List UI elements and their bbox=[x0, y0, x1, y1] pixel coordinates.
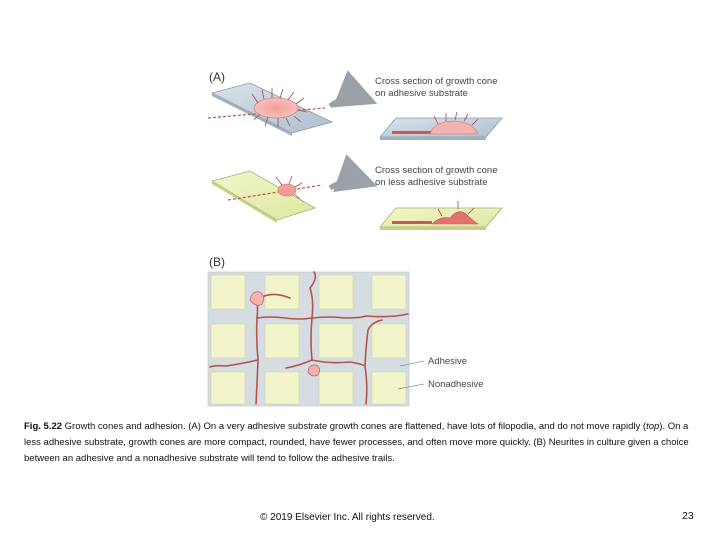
legend-adhesive-label: Adhesive bbox=[428, 356, 468, 367]
caption-top-word: top bbox=[646, 421, 660, 432]
cross-section-less-line1: Cross section of growth cone bbox=[375, 165, 498, 176]
nonadhesive-square bbox=[211, 324, 245, 358]
cross-section-less-adhesive bbox=[380, 201, 502, 230]
caption-text-part2: ). On a less adhesive substrate, growth cones are more compact, rounded, have fewer processes, and often move more quickly. (B) Neurites in culture given a choice between an adhesive and a nonadhesive substrate will tend to follow the adhesive trails. bbox=[24, 421, 689, 464]
nonadhesive-square bbox=[372, 372, 406, 404]
nonadhesive-square bbox=[372, 324, 406, 358]
cell-body bbox=[308, 365, 320, 376]
caption-text-part1: Growth cones and adhesion. (A) On a very adhesive substrate growth cones are flattened, have lots of filopodia, and do not move rapidly ( bbox=[62, 421, 647, 432]
page-number: 23 bbox=[682, 510, 694, 522]
cross-section-adhesive-line2: on adhesive substrate bbox=[375, 88, 468, 99]
copyright-footer: © 2019 Elsevier Inc. All rights reserved. bbox=[260, 512, 435, 523]
nonadhesive-square bbox=[211, 275, 245, 309]
cross-section-less-line2: on less adhesive substrate bbox=[375, 177, 488, 188]
panel-a-label: (A) bbox=[209, 70, 225, 84]
arrow-icon bbox=[330, 180, 368, 188]
nonadhesive-square bbox=[265, 324, 299, 358]
nonadhesive-square bbox=[372, 275, 406, 309]
caption-fig-number: Fig. 5.22 bbox=[24, 421, 63, 432]
nonadhesive-square bbox=[319, 372, 353, 404]
panel-b-label: (B) bbox=[209, 255, 225, 269]
arrow-icon bbox=[330, 97, 368, 106]
figure-caption bbox=[24, 419, 696, 467]
nonadhesive-square bbox=[319, 275, 353, 309]
substrate-grid bbox=[208, 272, 409, 406]
nonadhesive-square bbox=[265, 275, 299, 309]
legend-nonadhesive-label: Nonadhesive bbox=[428, 379, 484, 390]
less-adhesive-slide bbox=[212, 171, 322, 223]
nonadhesive-square bbox=[319, 324, 353, 358]
cross-section-adhesive-line1: Cross section of growth cone bbox=[375, 76, 498, 87]
nonadhesive-square bbox=[211, 372, 245, 404]
nonadhesive-square bbox=[265, 372, 299, 404]
cross-section-adhesive bbox=[380, 112, 502, 140]
